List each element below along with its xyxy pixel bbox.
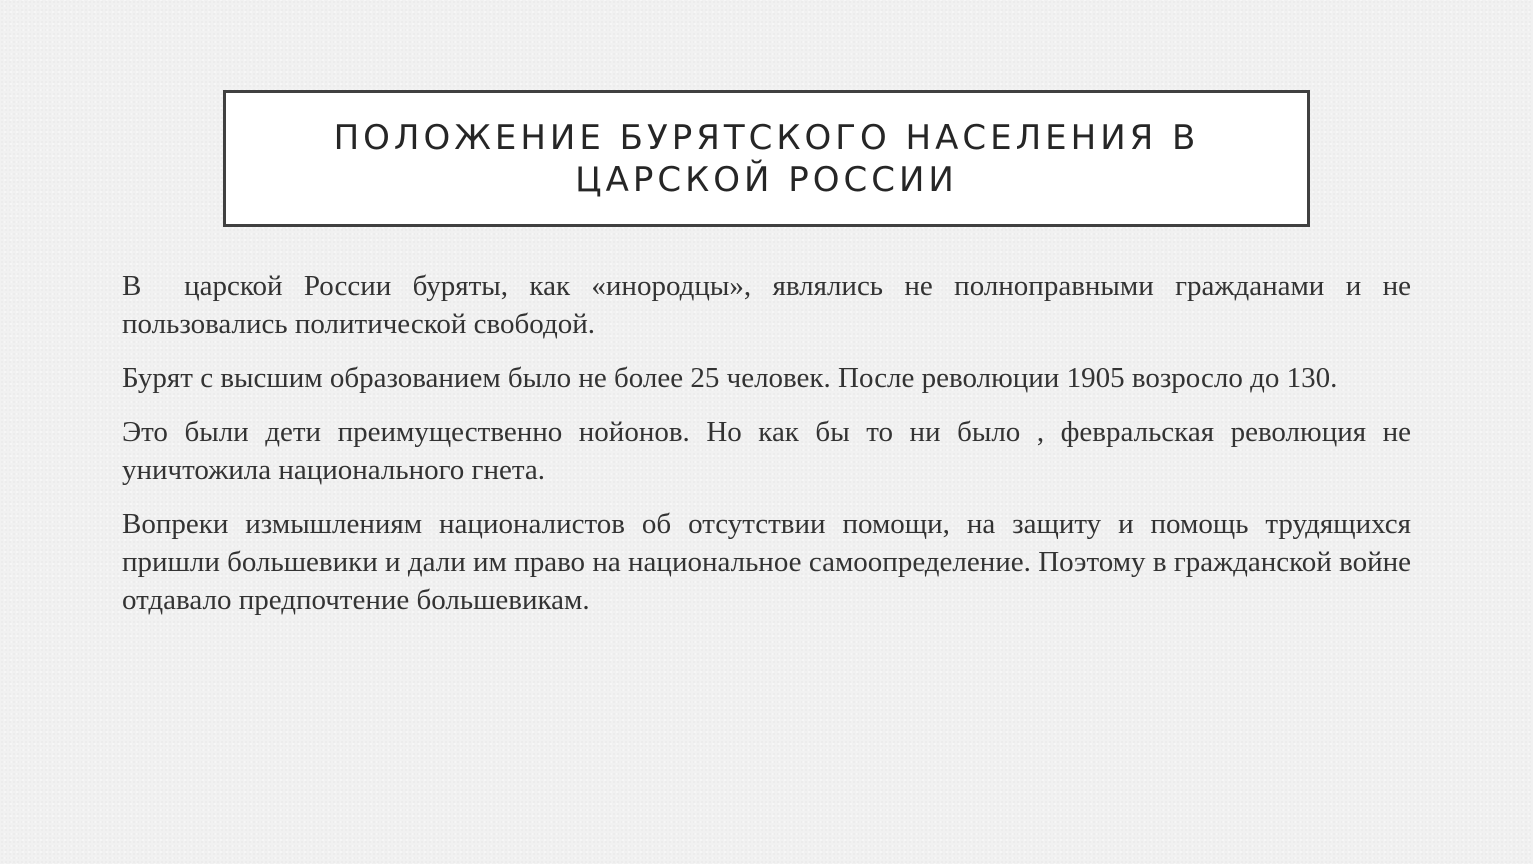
paragraph-1: В царской России буряты, как «инородцы», являлись не полноправными гражданами и не пользовались политической свободой.	[122, 270, 1419, 340]
slide-title: ПОЛОЖЕНИЕ БУРЯТСКОГО НАСЕЛЕНИЯ В ЦАРСКОЙ РОССИИ	[333, 117, 1200, 200]
paragraph-3: Это были дети преимущественно нойонов. Но как бы то ни было , февральская революция не уничтожила национального гнета.	[122, 416, 1419, 486]
paragraph-4: Вопреки измышлениям националистов об отсутствии помощи, на защиту и помощь трудящихся пришли большевики и дали им право на национальное самоопределение. Поэтому в гражданской войне отдавало предпочтение большевикам.	[122, 508, 1419, 616]
slide-body	[122, 267, 1419, 635]
paragraph-2: Бурят с высшим образованием было не более 25 человек. После революции 1905 возросло до 130.	[122, 362, 1338, 394]
title-box	[223, 90, 1310, 227]
